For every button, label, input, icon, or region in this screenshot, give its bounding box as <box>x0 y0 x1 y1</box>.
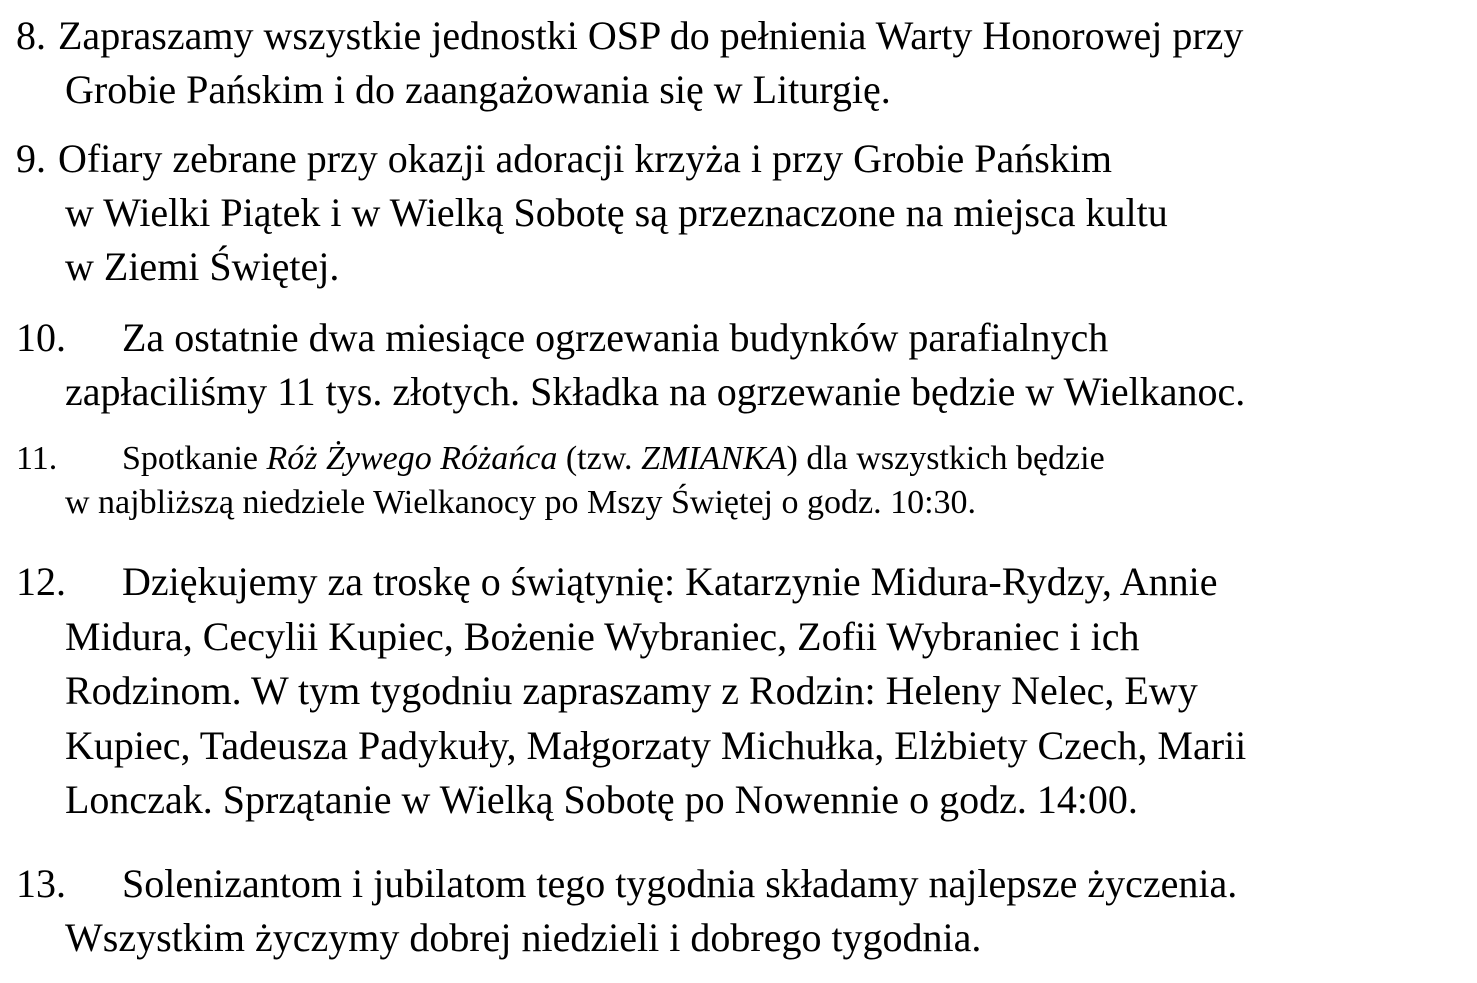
item-number: 8. <box>16 13 46 58</box>
item-line: w Ziemi Świętej. <box>65 244 340 289</box>
item-line: w Wielki Piątek i w Wielką Sobotę są przeznaczone na miejsca kultu <box>65 190 1168 235</box>
item-text-italic: Róż Żywego Różańca <box>266 440 558 477</box>
item-line: Wszystkim życzymy dobrej niedzieli i dobrego tygodnia. <box>65 915 982 960</box>
item-line: Kupiec, Tadeusza Padykuły, Małgorzaty Michułka, Elżbiety Czech, Marii <box>65 722 1247 768</box>
item-text: (tzw. <box>557 440 642 477</box>
item-line: zapłaciliśmy 11 tys. złotych. Składka na ogrzewanie będzie w Wielkanoc. <box>65 369 1246 414</box>
item-number: 13. <box>16 861 66 906</box>
item-text: ) dla wszystkich będzie <box>786 440 1105 477</box>
item-number: 10. <box>16 315 66 360</box>
item-line: Zapraszamy wszystkie jednostki OSP do pełnienia Warty Honorowej przy <box>58 13 1244 58</box>
item-line: Lonczak. Sprzątanie w Wielką Sobotę po Nowennie o godz. 14:00. <box>65 777 1138 822</box>
item-text: Spotkanie <box>122 440 267 477</box>
item-number: 12. <box>16 559 66 604</box>
item-line: Solenizantom i jubilatom tego tygodnia składamy najlepsze życzenia. <box>122 861 1238 906</box>
item-line: Dziękujemy za troskę o świątynię: Katarzynie Midura-Rydzy, Annie <box>122 559 1218 604</box>
item-number: 11. <box>16 440 58 477</box>
item-line: Ofiary zebrane przy okazji adoracji krzyża i przy Grobie Pańskim <box>58 136 1112 181</box>
item-line: Rodzinom. W tym tygodniu zapraszamy z Rodzin: Heleny Nelec, Ewy <box>65 668 1198 713</box>
announcement-item-10 <box>16 311 1466 419</box>
item-text-italic: ZMIANKA <box>641 440 787 477</box>
announcement-item-11 <box>16 437 1466 525</box>
announcement-item-9 <box>16 132 1466 294</box>
item-line: w najbliższą niedziele Wielkanocy po Mszy Świętej o godz. 10:30. <box>65 484 977 521</box>
announcement-item-13 <box>16 857 1466 965</box>
item-number: 9. <box>16 136 46 181</box>
item-line: Midura, Cecylii Kupiec, Bożenie Wybraniec, Zofii Wybraniec i ich <box>65 613 1140 659</box>
item-line: Za ostatnie dwa miesiące ogrzewania budynków parafialnych <box>122 315 1109 360</box>
announcement-item-8 <box>16 9 1466 117</box>
item-line: Grobie Pańskim i do zaangażowania się w Liturgię. <box>65 67 891 112</box>
announcement-item-12 <box>16 555 1466 828</box>
